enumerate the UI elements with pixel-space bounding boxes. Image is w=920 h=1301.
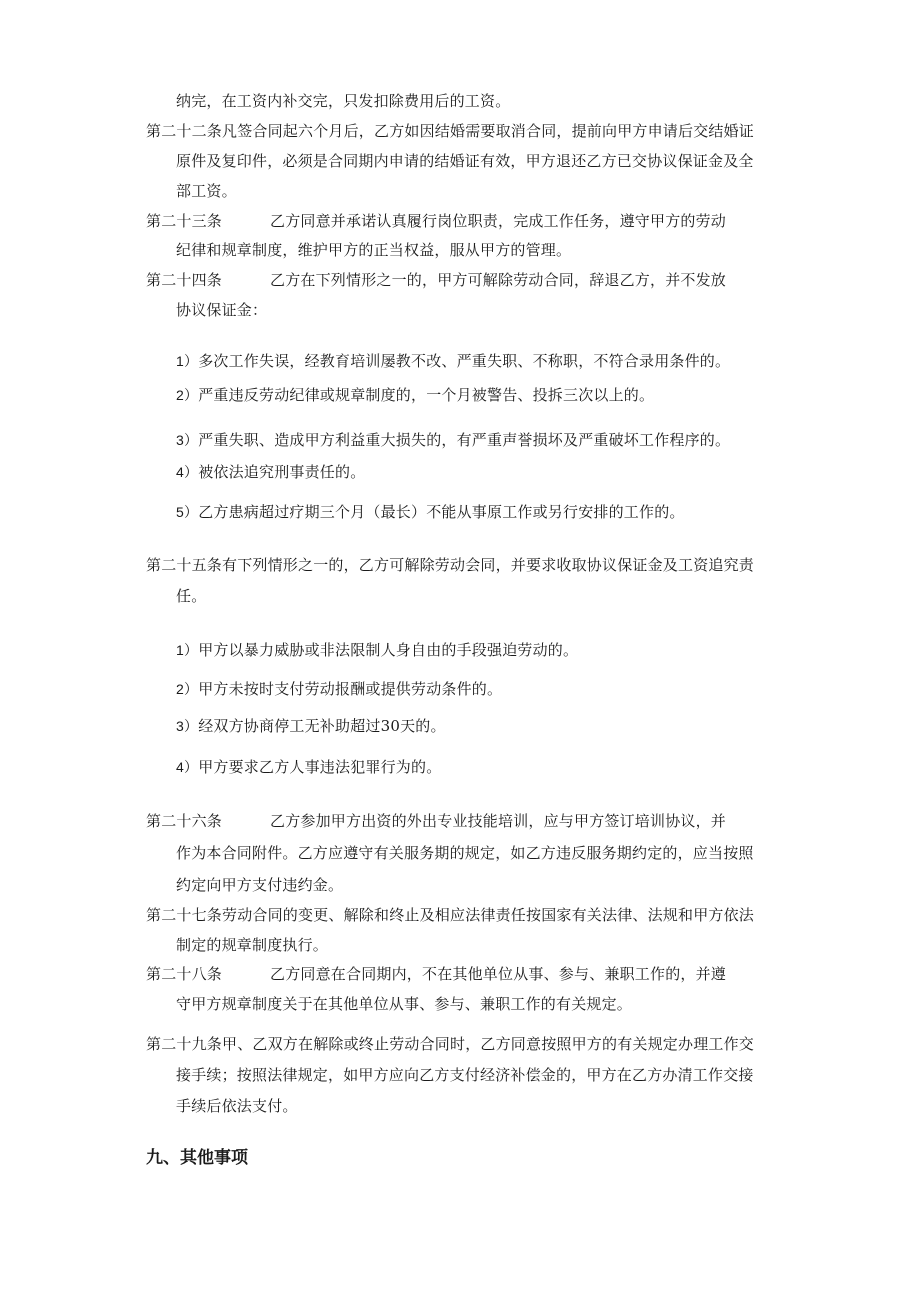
article-29-line-3: 手续后依法支付。 [176, 1097, 298, 1115]
article-24-title: 第二十四条 [146, 271, 223, 289]
article-23-line-2: 纪律和规章制度，维护甲方的正当权益，服从甲方的管理。 [176, 241, 572, 259]
article-24-line-1: 乙方在下列情形之一的，甲方可解除劳动合同，辞退乙方，并不发放 [270, 271, 727, 289]
article-25-line-1: 第二十五条有下列情形之一的，乙方可解除劳动会同，并要求收取协议保证金及工资追究责 [146, 556, 755, 574]
article-27-line-2: 制定的规章制度执行。 [176, 936, 329, 954]
list-item: 2）严重违反劳动纪律或规章制度的，一个月被警告、投拆三次以上的。 [176, 386, 655, 404]
article-23-line-1: 乙方同意并承诺认真履行岗位职责，完成工作任务，遵守甲方的劳动 [270, 212, 727, 230]
article-26-title: 第二十六条 [146, 812, 223, 830]
list-item: 4）被依法追究刑事责任的。 [176, 463, 366, 481]
list-item: 1）甲方以暴力威胁或非法限制人身自由的手段强迫劳动的。 [176, 641, 579, 659]
article-26-line-3: 约定向甲方支付违约金。 [176, 876, 344, 894]
article-29-line-1: 第二十九条甲、乙双方在解除或终止劳动合同时，乙方同意按照甲方的有关规定办理工作交 [146, 1035, 755, 1053]
list-item: 1）多次工作失误，经教育培训屡教不改、严重失职、不称职，不符合录用条件的。 [176, 352, 731, 370]
article-28-line-1: 乙方同意在合同期内，不在其他单位从事、参与、兼职工作的，并遵 [270, 965, 727, 983]
list-item: 5）乙方患病超过疗期三个月（最长）不能从事原工作或另行安排的工作的。 [176, 503, 685, 521]
article-22-line-3: 部工资。 [176, 182, 237, 200]
section-heading: 九、其他事项 [146, 1148, 248, 1168]
article-26-line-2: 作为本合同附件。乙方应遵守有关服务期的规定，如乙方违反服务期约定的，应当按照 [176, 844, 754, 862]
article-28-line-2: 守甲方规章制度关于在其他单位从事、参与、兼职工作的有关规定。 [176, 995, 633, 1013]
article-23-title: 第二十三条 [146, 212, 223, 230]
list-item: 4）甲方要求乙方人事违法犯罪行为的。 [176, 758, 442, 776]
article-26-line-1: 乙方参加甲方出资的外出专业技能培训，应与甲方签订培训协议，并 [270, 812, 727, 830]
list-item: 2）甲方未按时支付劳动报酬或提供劳动条件的。 [176, 680, 503, 698]
article-22-line-1: 第二十二条凡签合同起六个月后，乙方如因结婚需要取消合同，提前向甲方申请后交结婚证 [146, 122, 755, 140]
list-item: 3）严重失职、造成甲方利益重大损失的，有严重声誉损坏及严重破坏工作程序的。 [176, 431, 731, 449]
article-22-line-2: 原件及复印件，必须是合同期内申请的结婚证有效，甲方退还乙方已交协议保证金及全 [176, 152, 754, 170]
article-27-line-1: 第二十七条劳动合同的变更、解除和终止及相应法律责任按国家有关法律、法规和甲方依法 [146, 906, 755, 924]
article-24-line-2: 协议保证金： [176, 301, 268, 319]
article-21-continuation: 纳完，在工资内补交完，只发扣除费用后的工资。 [176, 92, 511, 110]
list-item: 3）经双方协商停工无补助超过30天的。 [176, 717, 446, 735]
article-25-line-2: 任。 [176, 587, 207, 605]
article-29-line-2: 接手续；按照法律规定，如甲方应向乙方支付经济补偿金的，甲方在乙方办清工作交接 [176, 1066, 754, 1084]
article-28-title: 第二十八条 [146, 965, 223, 983]
